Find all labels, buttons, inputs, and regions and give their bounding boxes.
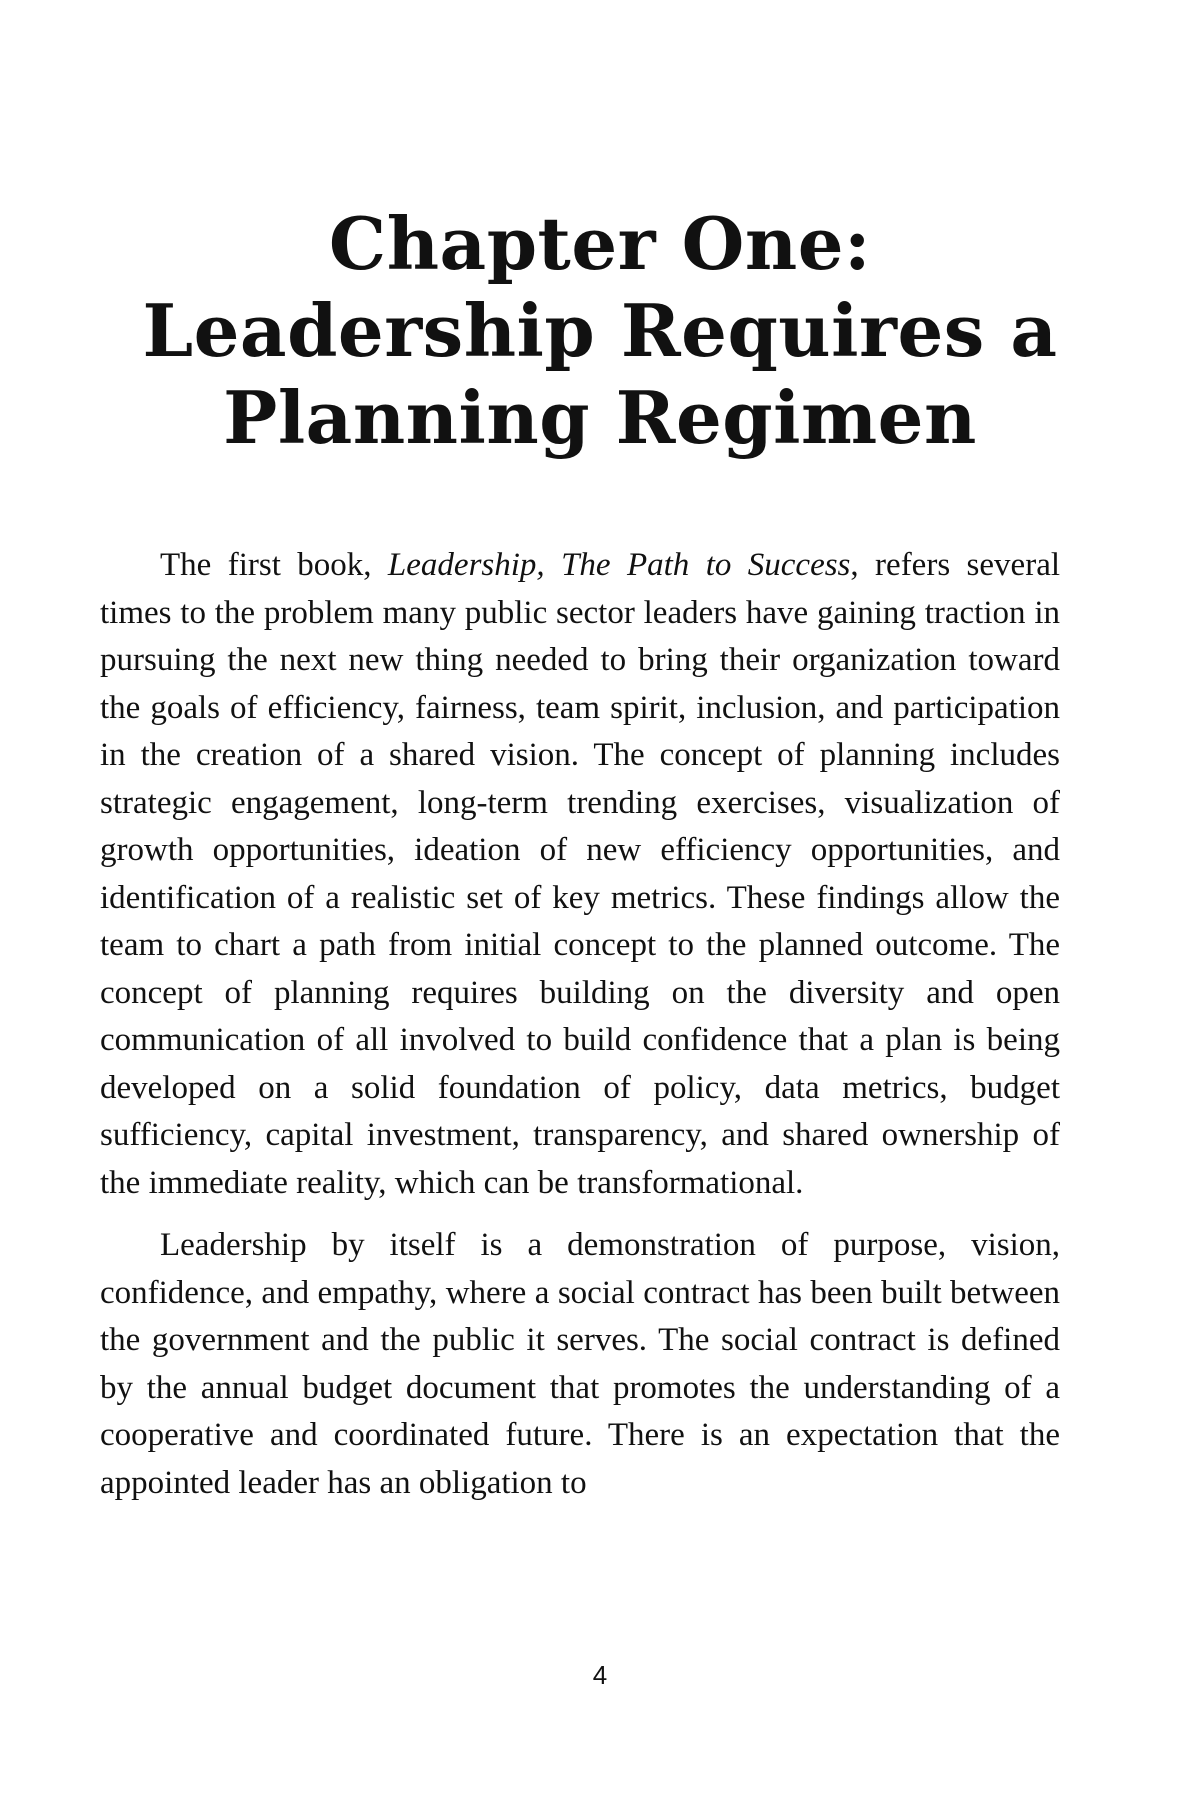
paragraph-1-lead: The first book,: [160, 547, 388, 583]
chapter-title-line-1: Chapter One:: [328, 201, 872, 286]
book-title: Leadership, The Path to Success: [387, 547, 851, 583]
paragraph-2: Leadership by itself is a demonstration of purpose, vision, confidence, and empathy, where a social contract has been built between the government and the public it serves. The social contract is defined by the annual budget document that promotes the understanding of a cooperative and coordinated future. There is an expectation that the appointed leader has an obligation to: [100, 1227, 1060, 1501]
paragraph-1-rest: , refers several times to the problem many public sector leaders have gaining traction in pursuing the next new thing needed to bring their organization toward the goals of efficiency, fairness, team spirit, inclusion, and participation in the creation of a shared vision. The concept of planning includes strategic engagement, long-term trending exercises, visualization of growth opportunities, ideation of new efficiency opportunities, and identification of a realistic set of key metrics. These findings allow the team to chart a path from initial concept to the planned outcome. The concept of planning requires building on the diversity and open communication of all involved to build confidence that a plan is being developed on a solid foundation of policy, data metrics, budget sufficiency, capital investment, transparency, and shared ownership of the immediate reality, which can be transformational.: [100, 547, 1061, 1201]
chapter-title-line-3: Planning Regimen: [223, 375, 977, 460]
body-text: [100, 542, 1060, 1507]
paragraph-1: [100, 542, 1060, 1207]
chapter-title-line-2: Leadership Requires a: [142, 288, 1058, 373]
page-number: 4: [592, 1660, 608, 1690]
chapter-title: [100, 200, 1100, 461]
